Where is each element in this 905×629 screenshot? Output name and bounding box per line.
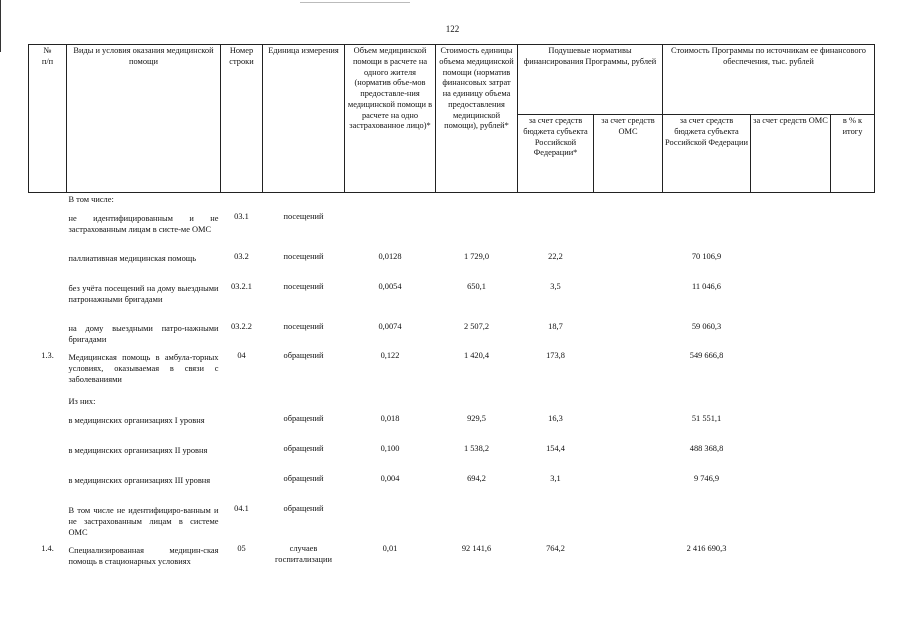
row-volume — [345, 504, 436, 544]
header-line-no: Номер строки — [221, 45, 263, 193]
row-per-capita-budget: 154,4 — [546, 444, 565, 453]
row-unit — [263, 193, 345, 212]
row-program-budget: 2 416 690,3 — [686, 544, 727, 554]
row-unit: обращений — [283, 414, 324, 423]
row-program-percent — [831, 544, 875, 590]
row-volume: 0,01 — [382, 544, 398, 554]
row-per-capita-budget: 22,2 — [548, 251, 563, 261]
scan-artifact-line — [300, 2, 410, 3]
table-header — [29, 45, 875, 193]
row-per-capita-budget: 3,1 — [550, 474, 561, 483]
row-unit: обращений — [283, 444, 324, 453]
row-line-number: 04.1 — [234, 504, 249, 513]
row-unit — [263, 395, 345, 414]
row-program-budget: 549 666,8 — [689, 351, 724, 361]
row-program-oms — [751, 414, 831, 444]
table-row — [29, 474, 875, 504]
header-cost: Стоимость единицы объема медицинской помощи (норматив финансовых затрат на единицу объема предоставления медицинской помощи), рублей* — [436, 45, 518, 193]
row-name: Из них: — [68, 397, 96, 407]
row-number — [29, 322, 67, 352]
table-row — [29, 544, 875, 590]
row-cost: 650,1 — [467, 281, 486, 291]
row-volume — [345, 395, 436, 414]
header-per-capita-oms: за счет средств ОМС — [594, 115, 663, 193]
row-number: 1.4. — [41, 544, 54, 554]
row-line-number — [221, 193, 263, 212]
row-program-oms — [751, 544, 831, 590]
row-per-capita-oms — [594, 212, 663, 252]
row-program-budget: 59 060,3 — [691, 321, 722, 331]
row-volume: 0,018 — [380, 414, 400, 423]
row-per-capita-oms — [594, 414, 663, 444]
row-program-budget — [663, 504, 751, 544]
row-program-percent — [831, 474, 875, 504]
row-volume: 0,0128 — [378, 251, 402, 261]
row-program-percent — [831, 351, 875, 395]
table-row — [29, 322, 875, 352]
row-name: не идентифицированным и не застрахованным лицам в систе-ме ОМС — [68, 213, 219, 234]
row-line-number: 04 — [237, 351, 246, 361]
row-per-capita-budget — [518, 395, 594, 414]
row-number — [29, 395, 67, 414]
row-line-number: 03.2 — [234, 251, 249, 261]
row-program-budget: 9 746,9 — [693, 474, 720, 483]
header-volume: Объем медицинской помощи в расчете на одного жителя (норматив объе-мов предоставле-ния медицинской помощи в расчете на одно застрахованное лицо)* — [345, 45, 436, 193]
row-number — [29, 212, 67, 252]
row-name: паллиативная медицинская помощь — [68, 253, 197, 263]
row-cost: 2 507,2 — [463, 321, 490, 331]
row-cost — [436, 504, 518, 544]
program-cost-table — [28, 44, 875, 590]
table-row — [29, 212, 875, 252]
row-program-oms — [751, 504, 831, 544]
row-name: без учёта посещений на дому выездными патронажными бригадами — [68, 283, 219, 304]
row-program-oms — [751, 193, 831, 212]
row-unit: случаев госпитализации — [275, 544, 332, 564]
row-unit: обращений — [283, 504, 324, 513]
row-number — [29, 252, 67, 282]
row-program-percent — [831, 322, 875, 352]
row-program-percent — [831, 193, 875, 212]
row-per-capita-oms — [594, 193, 663, 212]
row-program-percent — [831, 414, 875, 444]
row-number — [29, 282, 67, 322]
row-volume: 0,122 — [380, 351, 400, 361]
row-line-number — [221, 414, 263, 444]
row-program-budget — [663, 212, 751, 252]
row-program-oms — [751, 322, 831, 352]
row-per-capita-budget: 18,7 — [548, 321, 563, 331]
row-program-budget: 70 106,9 — [691, 251, 722, 261]
table-body — [29, 193, 875, 591]
row-per-capita-budget — [518, 212, 594, 252]
row-unit: посещений — [283, 211, 324, 221]
row-number — [29, 444, 67, 474]
row-line-number — [221, 444, 263, 474]
row-volume: 0,0074 — [378, 321, 402, 331]
row-unit: посещений — [283, 321, 324, 331]
header-program-percent: в % к итогу — [831, 115, 875, 193]
row-program-budget: 488 368,8 — [689, 444, 724, 453]
header-program-cost: Стоимость Программы по источникам ее финансового обеспечения, тыс. рублей — [663, 45, 875, 115]
row-name: Медицинская помощь в амбула-торных условиях, оказываемая в связи с заболеваниями — [68, 353, 219, 384]
row-per-capita-budget: 764,2 — [546, 544, 565, 554]
row-per-capita-budget: 16,3 — [548, 414, 563, 423]
row-program-oms — [751, 282, 831, 322]
row-program-percent — [831, 212, 875, 252]
row-name: Специализированная медицин-ская помощь в стационарных условиях — [68, 546, 219, 566]
header-per-capita: Подушевые нормативы финансирования Программы, рублей — [518, 45, 663, 115]
row-program-percent — [831, 395, 875, 414]
table-row — [29, 193, 875, 212]
row-number: 1.3. — [41, 351, 54, 361]
table-row — [29, 252, 875, 282]
row-program-budget: 51 551,1 — [691, 414, 722, 423]
row-per-capita-oms — [594, 395, 663, 414]
header-no: № п/п — [29, 45, 67, 193]
row-volume — [345, 212, 436, 252]
header-program-budget: за счет средств бюджета субъекта Российской Федерации — [663, 115, 751, 193]
row-cost — [436, 193, 518, 212]
row-program-oms — [751, 395, 831, 414]
row-line-number: 03.2.1 — [231, 281, 252, 291]
row-name: в медицинских организациях II уровня — [68, 446, 208, 455]
row-line-number: 05 — [237, 544, 246, 554]
row-program-oms — [751, 252, 831, 282]
row-program-budget — [663, 395, 751, 414]
row-program-oms — [751, 474, 831, 504]
row-program-oms — [751, 444, 831, 474]
row-program-budget: 11 046,6 — [691, 281, 721, 291]
row-per-capita-oms — [594, 252, 663, 282]
row-program-oms — [751, 212, 831, 252]
table-row — [29, 395, 875, 414]
row-number — [29, 193, 67, 212]
row-volume: 0,0054 — [378, 281, 402, 291]
row-per-capita-oms — [594, 474, 663, 504]
header-per-capita-budget: за счет средств бюджета субъекта Российской Федерации* — [518, 115, 594, 193]
row-volume: 0,100 — [380, 444, 400, 453]
row-program-oms — [751, 351, 831, 395]
row-number — [29, 414, 67, 444]
header-program-oms: за счет средств ОМС — [751, 115, 831, 193]
row-name: В том числе не идентифициро-ванным и не застрахованным лицам в системе ОМС — [68, 506, 219, 537]
row-number — [29, 474, 67, 504]
row-cost: 1 420,4 — [463, 351, 490, 361]
row-per-capita-oms — [594, 351, 663, 395]
row-per-capita-budget — [518, 193, 594, 212]
table-row — [29, 444, 875, 474]
row-cost — [436, 395, 518, 414]
row-line-number — [221, 474, 263, 504]
row-name: на дому выездными патро-нажными бригадами — [68, 323, 219, 344]
row-line-number: 03.1 — [234, 211, 249, 221]
row-name: в медицинских организациях III уровня — [68, 476, 211, 485]
row-cost: 92 141,6 — [461, 544, 492, 554]
row-per-capita-oms — [594, 282, 663, 322]
row-per-capita-budget: 173,8 — [546, 351, 565, 361]
header-unit: Единица измерения — [263, 45, 345, 193]
row-cost: 694,2 — [467, 474, 486, 483]
row-volume — [345, 193, 436, 212]
row-per-capita-oms — [594, 322, 663, 352]
row-name: в медицинских организациях I уровня — [68, 416, 205, 425]
row-cost: 1 729,0 — [463, 251, 490, 261]
row-program-percent — [831, 504, 875, 544]
row-line-number — [221, 395, 263, 414]
row-per-capita-budget — [518, 504, 594, 544]
row-per-capita-oms — [594, 504, 663, 544]
row-unit: обращений — [283, 351, 324, 361]
row-unit: посещений — [283, 281, 324, 291]
row-cost: 1 538,2 — [463, 444, 490, 453]
row-program-percent — [831, 252, 875, 282]
row-unit: обращений — [283, 474, 324, 483]
row-program-budget — [663, 193, 751, 212]
table-row — [29, 504, 875, 544]
row-per-capita-oms — [594, 544, 663, 590]
table-row — [29, 414, 875, 444]
page-number: 122 — [445, 24, 460, 34]
row-number — [29, 504, 67, 544]
row-program-percent — [831, 282, 875, 322]
table-row — [29, 282, 875, 322]
row-per-capita-budget: 3,5 — [550, 281, 561, 291]
row-unit: посещений — [283, 251, 324, 261]
row-program-percent — [831, 444, 875, 474]
table-row — [29, 351, 875, 395]
header-types: Виды и условия оказания медицинской помощи — [67, 45, 221, 193]
row-line-number: 03.2.2 — [231, 321, 252, 331]
row-cost — [436, 212, 518, 252]
row-volume: 0,004 — [380, 474, 400, 483]
row-name: В том числе: — [68, 195, 114, 204]
row-per-capita-oms — [594, 444, 663, 474]
row-cost: 929,5 — [467, 414, 486, 423]
